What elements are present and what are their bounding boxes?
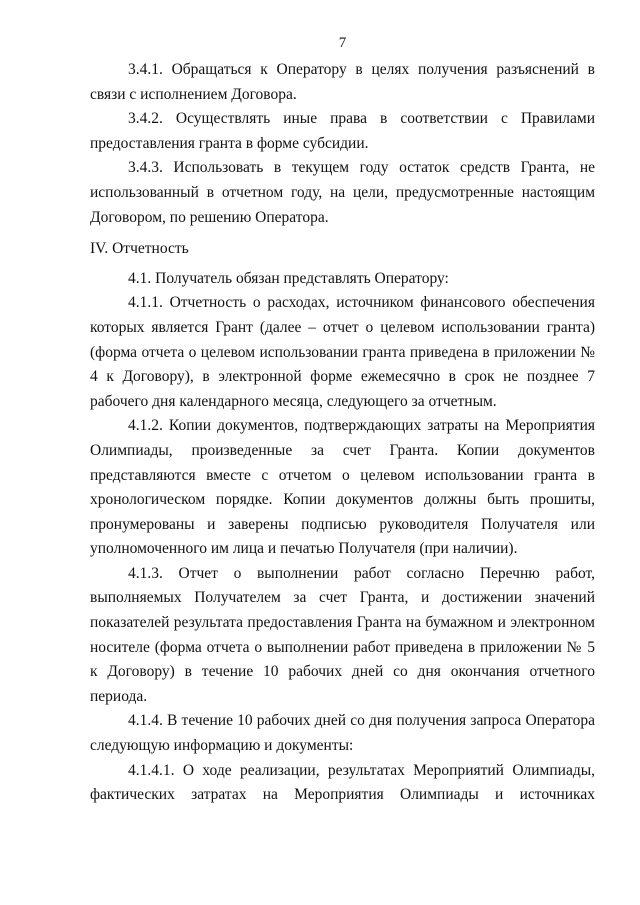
paragraph-3-4-2: 3.4.2. Осуществлять иные права в соответствии с Правилами предоставления гранта в форме субсидии. [90, 110, 595, 152]
paragraph-4-1: 4.1. Получатель обязан представлять Оператору: [128, 269, 449, 287]
document-page [90, 0, 595, 905]
section-heading: IV. Отчетность [90, 240, 189, 258]
paragraph-4-1-1: 4.1.1. Отчетность о расходах, источником финансового обеспечения которых является Грант (далее – отчет о целевом использовании гранта) (форма отчета о целевом использовании гранта приведена в приложении № 4 к Договору), в электронной форме ежемесячно в срок не позднее 7 рабочего дня календарного месяца, следующего за отчетным. [90, 294, 595, 410]
paragraph-4-1-3: 4.1.3. Отчет о выполнении работ согласно Перечню работ, выполняемых Получателем за счет Гранта, и достижении значений показателей результата предоставления Гранта на бумажном и электронном носителе (форма отчета о выполнении работ приведена в приложении № 5 к Договору) в течение 10 рабочих дней со дня окончания отчетного периода. [90, 564, 595, 705]
paragraph-4-1-4: 4.1.4. В течение 10 рабочих дней со дня получения запроса Оператора следующую информацию и документы: [90, 712, 595, 755]
paragraph-4-1-2: 4.1.2. Копии документов, подтверждающих затраты на Мероприятия Олимпиады, произведенные за счет Гранта. Копии документов представляются вместе с отчетом о целевом использовании гранта в хронологическом порядке. Копии документов должны быть прошиты, пронумерованы и заверены подписью руководителя Получателя или уполномоченного им лица и печатью Получателя (при наличии). [90, 417, 595, 558]
paragraph-3-4-3: 3.4.3. Использовать в текущем году остаток средств Гранта, не использованный в отчетном году, на цели, предусмотренные настоящим Договором, по решению Оператора. [90, 159, 595, 226]
document-body [90, 58, 595, 808]
page-number: 7 [338, 35, 347, 51]
paragraph-3-4-1: 3.4.1. Обращаться к Оператору в целях получения разъяснений в связи с исполнением Договора. [90, 61, 595, 103]
paragraph-4-1-4-1: 4.1.4.1. О ходе реализации, результатах Мероприятий Олимпиады, фактических затратах на Мероприятия Олимпиады и источниках [90, 761, 595, 804]
